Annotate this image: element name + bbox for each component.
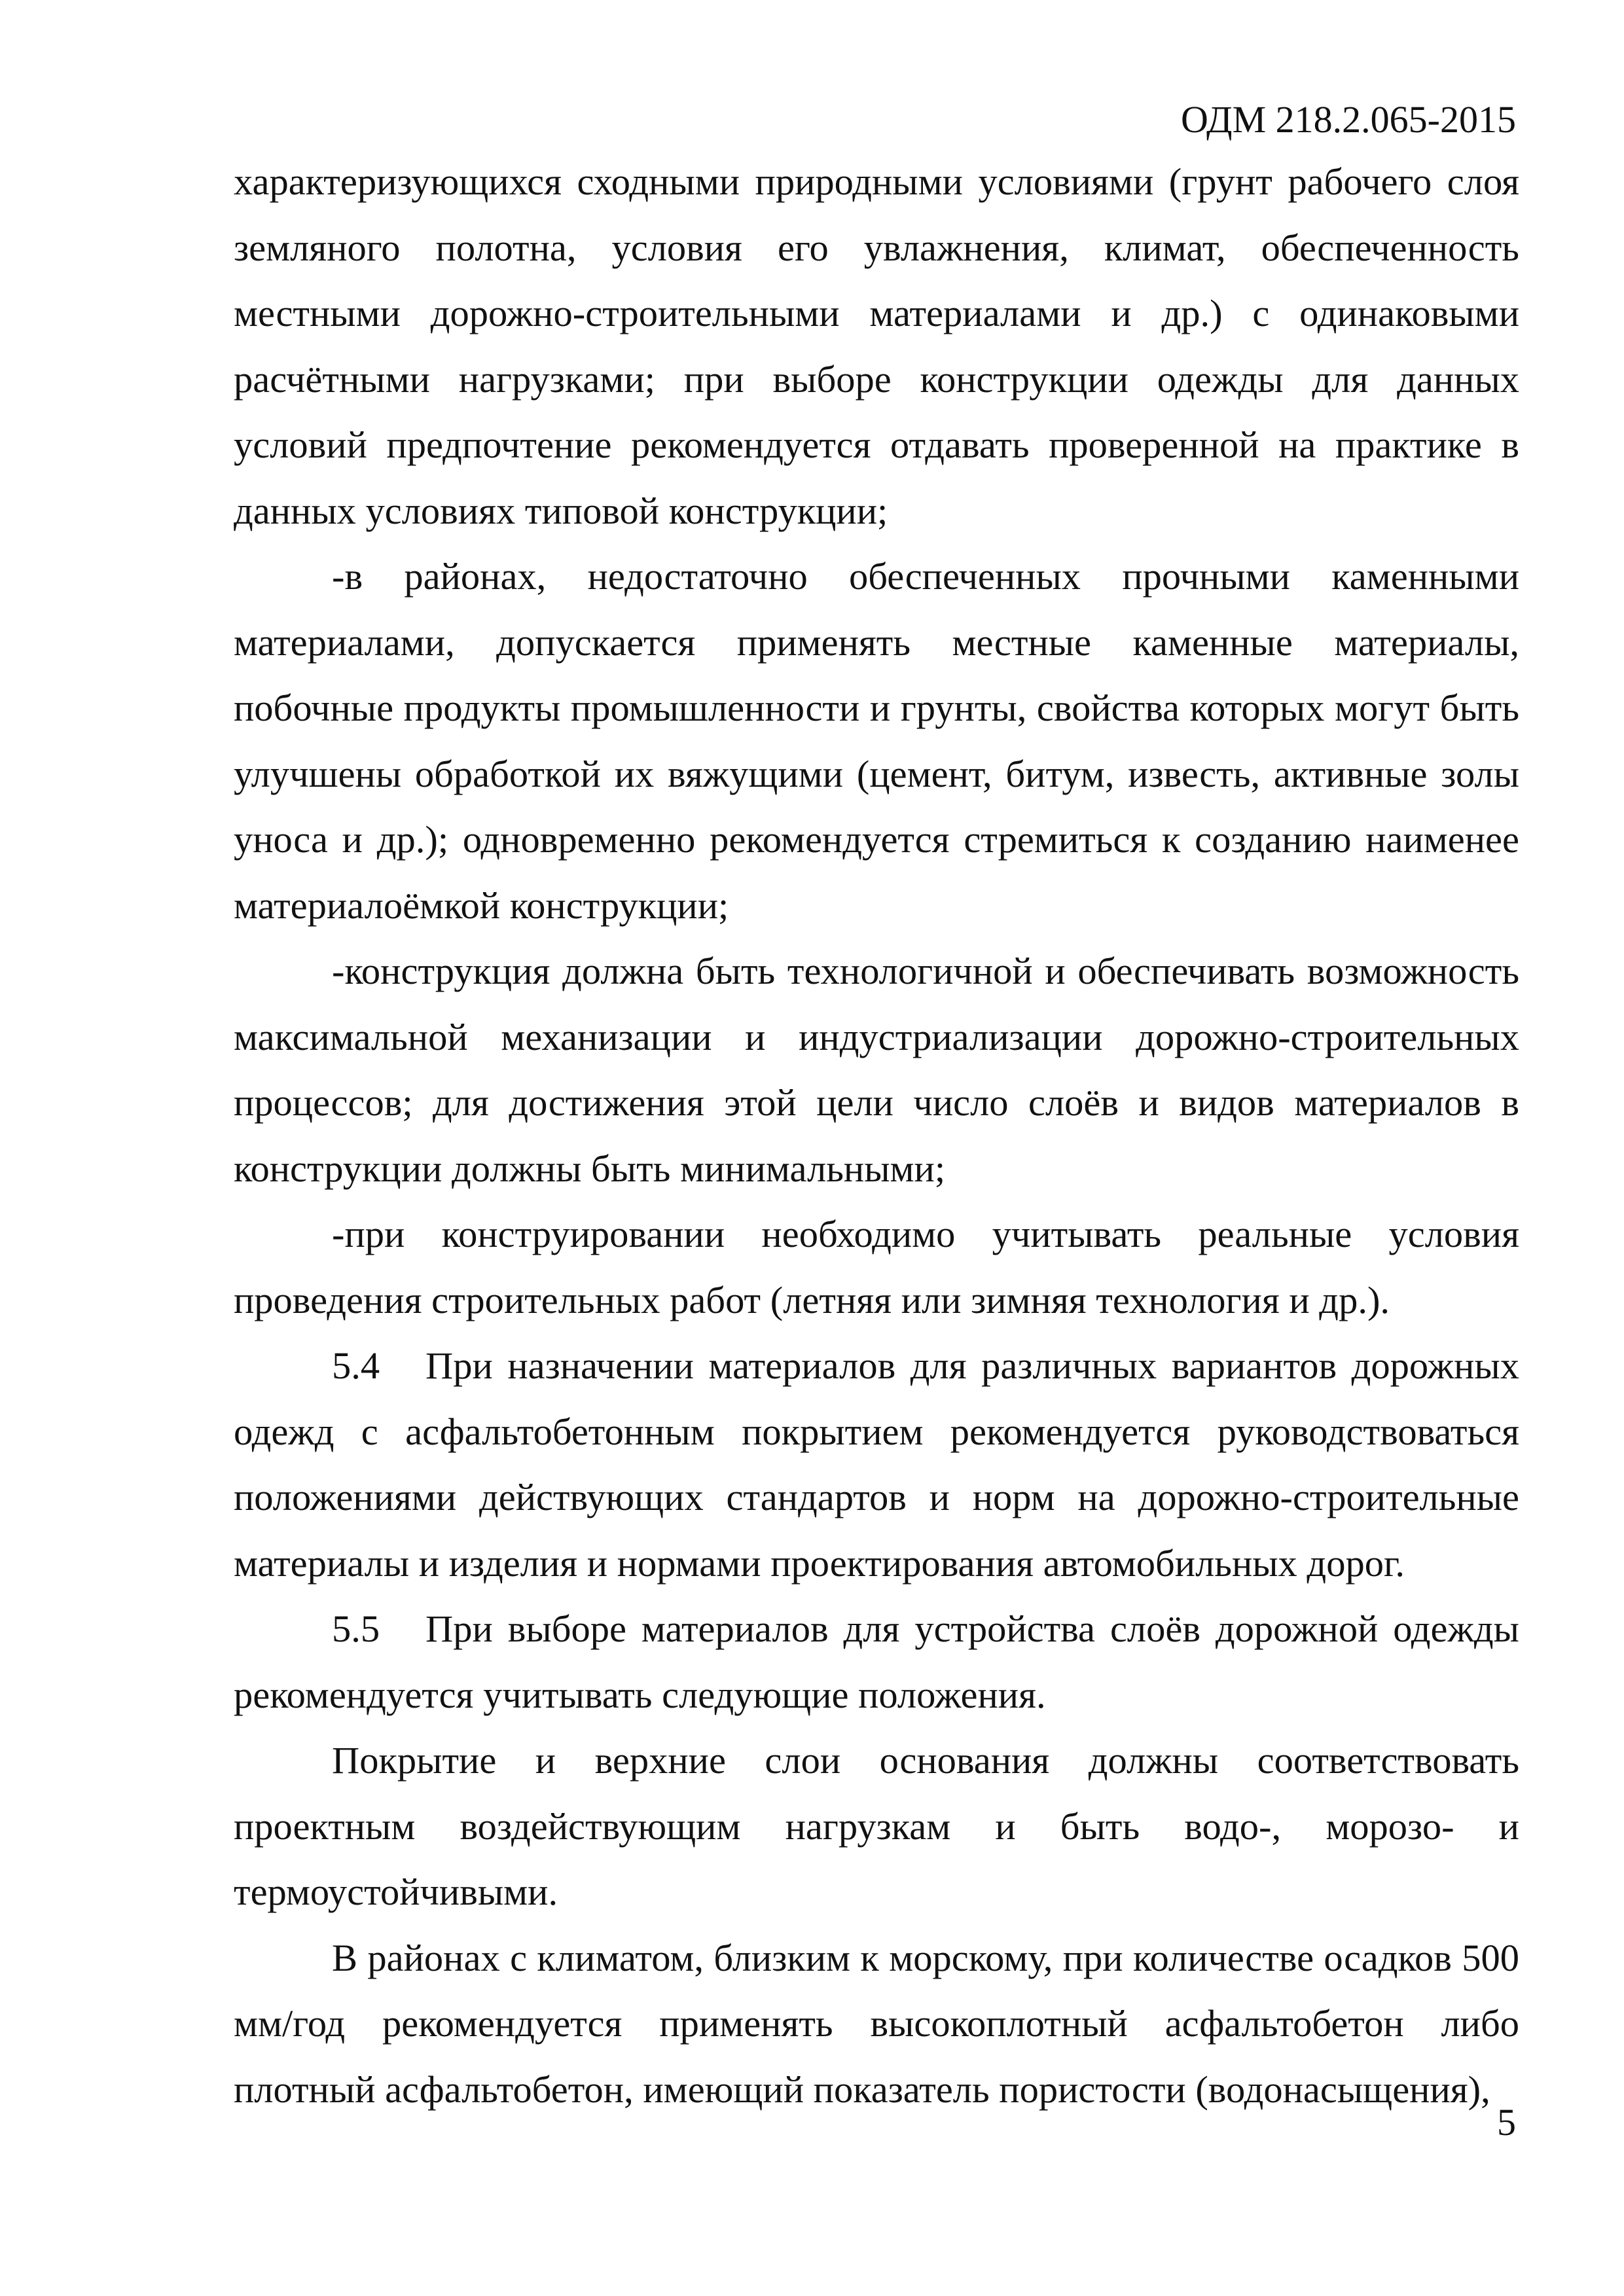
paragraph-text: характеризующихся сходными природными условиями (грунт рабочего слоя земляного полотна, условия его увлажнения, климат, обеспеченность местными дорожно-строительными материалами и др.) с одинаковыми расчётными нагрузками; при выборе конструкции одежды для данных условий предпочтение рекомендуется отдавать проверенной на практике в данных условиях типовой конструкции; — [234, 160, 1519, 532]
clause-number: 5.5 — [332, 1607, 380, 1650]
clause-5-4 — [234, 1333, 1519, 1596]
paragraph-text: Покрытие и верхние слои основания должны соответствовать проектным воздействующим нагрузкам и быть водо-, морозо- и термоустойчивыми. — [234, 1739, 1519, 1913]
paragraph-text: -конструкция должна быть технологичной и обеспечивать возможность максимальной механизации и индустриализации дорожно-строительных процессов; для достижения этой цели число слоёв и видов материалов в конструкции должны быть минимальными; — [234, 950, 1519, 1190]
paragraph-text: При назначении материалов для различных вариантов дорожных одежд с асфальтобетонным покрытием рекомендуется руководствоваться положениями действующих стандартов и норм на дорожно-строительные материалы и изделия и нормами проектирования автомобильных дорог. — [234, 1344, 1519, 1585]
paragraph — [234, 1728, 1519, 1926]
paragraph-text: -в районах, недостаточно обеспеченных прочными каменными материалами, допускается применять местные каменные материалы, побочные продукты промышленности и грунты, свойства которых могут быть улучшены обработкой их вяжущими (цемент, битум, известь, активные золы уноса и др.); одновременно рекомендуется стремиться к созданию наименее материалоёмкой конструкции; — [234, 555, 1519, 927]
paragraph-text: В районах с климатом, близким к морскому, при количестве осадков 500 мм/год рекомендуется применять высокоплотный асфальтобетон либо плотный асфальтобетон, имеющий показатель пористости (водонасыщения), — [234, 1936, 1519, 2111]
body-text — [234, 149, 1519, 2123]
clause-5-5 — [234, 1596, 1519, 1728]
document-code: ОДМ 218.2.065-2015 — [1181, 98, 1516, 141]
paragraph-continuation — [234, 149, 1519, 544]
paragraph-text: При выборе материалов для устройства слоёв дорожной одежды рекомендуется учитывать следующие положения. — [234, 1607, 1519, 1716]
paragraph — [234, 1926, 1519, 2123]
clause-number: 5.4 — [332, 1344, 380, 1387]
paragraph-list-item — [234, 939, 1519, 1202]
paragraph-list-item — [234, 1202, 1519, 1333]
paragraph-list-item — [234, 544, 1519, 939]
paragraph-text: -при конструировании необходимо учитывать реальные условия проведения строительных работ (летняя или зимняя технология и др.). — [234, 1213, 1519, 1321]
page-number: 5 — [1497, 2101, 1516, 2144]
